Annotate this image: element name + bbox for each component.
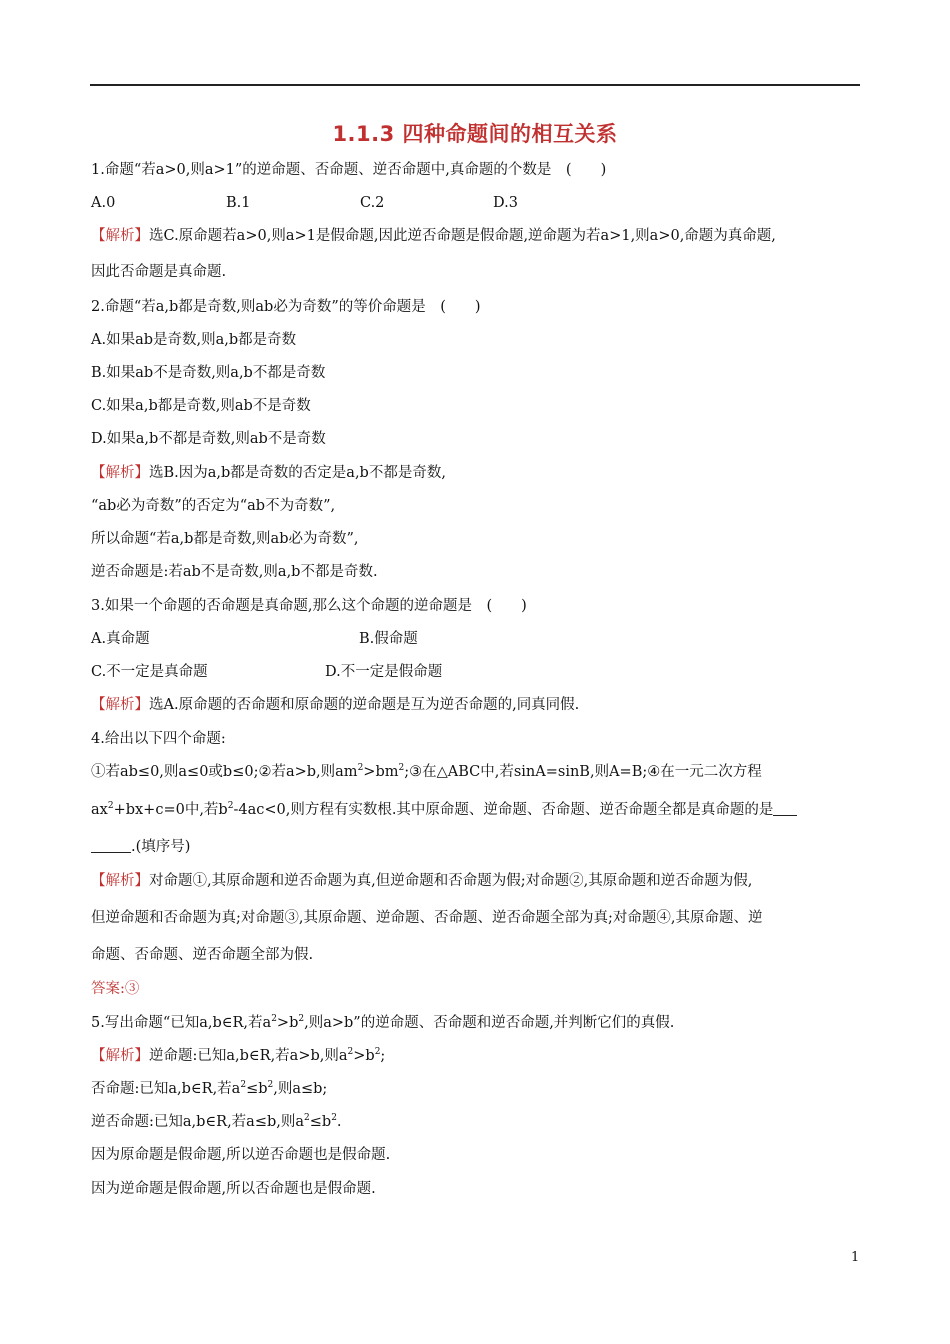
q4-line-3 <box>91 837 190 857</box>
solution-tag: 【解析】 <box>91 873 149 889</box>
header-rule <box>90 84 860 86</box>
superscript: 2 <box>331 1113 337 1124</box>
q4-line-2 <box>91 800 797 820</box>
superscript: 2 <box>304 1113 310 1124</box>
q1-stem: 1.命题“若a>0,则a>1”的逆命题、否命题、逆否命题中,真命题的个数是 ( ) <box>91 162 607 178</box>
q4-text: ①若ab≤0,则a≤0或b≤0;②若a>b,则am <box>91 764 358 780</box>
q5-text: ≤b <box>309 1114 332 1130</box>
q1-solution-line-2: 因此否命题是真命题. <box>91 264 227 280</box>
q2-option-d: D.如果a,b不都是奇数,则ab不是奇数 <box>91 431 326 447</box>
q1-option-b: B.1 <box>226 195 251 211</box>
solution-tag: 【解析】 <box>91 465 149 481</box>
superscript: 2 <box>227 801 234 812</box>
answer-blank <box>91 838 131 853</box>
q2-solution-line-3: 所以命题“若a,b都是奇数,则ab必为奇数”, <box>91 531 359 547</box>
q2-option-c: C.如果a,b都是奇数,则ab不是奇数 <box>91 398 311 414</box>
q2-solution-text: 选B.因为a,b都是奇数的否定是a,b不都是奇数, <box>149 465 446 481</box>
q2-stem: 2.命题“若a,b都是奇数,则ab必为奇数”的等价命题是 ( ) <box>91 299 481 315</box>
q3-solution-text: 选A.原命题的否命题和原命题的逆命题是互为逆否命题的,同真同假. <box>149 697 580 713</box>
q5-solution-line-3 <box>91 1112 342 1132</box>
q5-text: >b <box>353 1048 375 1064</box>
q5-solution-line-4: 因为原命题是假命题,所以逆否命题也是假命题. <box>91 1147 391 1163</box>
q3-options-row-2 <box>91 662 851 682</box>
q4-text: +bx+c=0中,若b <box>113 802 228 818</box>
q4-line-1 <box>91 762 762 782</box>
q2-solution-line-4: 逆否命题是:若ab不是奇数,则a,b不都是奇数. <box>91 564 378 580</box>
q4-text: .(填序号) <box>131 839 191 855</box>
q4-text: -4ac<0,则方程有实数根.其中原命题、逆命题、否命题、逆否命题全都是真命题的是 <box>233 802 774 818</box>
q1-options <box>91 193 851 213</box>
superscript: 2 <box>267 1080 274 1091</box>
page-number: 1 <box>851 1250 860 1265</box>
q4-text: ax <box>91 802 108 818</box>
q5-text: 否命题:已知a,b∈R,若a <box>91 1081 241 1097</box>
q5-text: ; <box>380 1048 386 1064</box>
q3-option-d: D.不一定是假命题 <box>325 664 443 680</box>
solution-tag: 【解析】 <box>91 697 149 713</box>
q4-stem: 4.给出以下四个命题: <box>91 731 226 747</box>
q4-solution-line-2: 但逆命题和否命题为真;对命题③,其原命题、逆命题、否命题、逆否命题全部为真;对命题④,其原命题、逆 <box>91 910 763 926</box>
q3-option-b: B.假命题 <box>359 631 418 647</box>
q5-solution-line-2 <box>91 1079 327 1099</box>
q5-text: . <box>336 1114 342 1130</box>
q3-option-a: A.真命题 <box>91 631 150 647</box>
q3-option-c: C.不一定是真命题 <box>91 664 208 680</box>
q4-solution-text: 对命题①,其原命题和逆否命题为真,但逆命题和否命题为假;对命题②,其原命题和逆否命题为假, <box>149 873 753 889</box>
solution-tag: 【解析】 <box>91 1048 149 1064</box>
q5-text: 逆命题:已知a,b∈R,若a>b,则a <box>149 1048 348 1064</box>
superscript: 2 <box>374 1047 381 1058</box>
q1-solution-text: 选C.原命题若a>0,则a>1是假命题,因此逆否命题是假命题,逆命题为若a>1,则a>0,命题为真命题, <box>149 228 776 244</box>
q4-solution-line-3: 命题、否命题、逆否命题全部为假. <box>91 947 314 963</box>
q5-text: >b <box>276 1015 299 1031</box>
q1-option-d: D.3 <box>493 195 518 211</box>
q4-answer: 答案:③ <box>91 981 140 997</box>
q3-solution-line <box>91 695 579 715</box>
superscript: 2 <box>271 1014 277 1025</box>
q5-text: ≤b <box>246 1081 268 1097</box>
superscript: 2 <box>107 801 114 812</box>
q5-text: 逆否命题:已知a,b∈R,若a≤b,则a <box>91 1114 305 1130</box>
superscript: 2 <box>240 1080 247 1091</box>
q5-text: ,则a≤b; <box>273 1081 328 1097</box>
q5-stem <box>91 1013 674 1033</box>
q3-options-row-1 <box>91 629 851 649</box>
q1-option-c: C.2 <box>360 195 385 211</box>
q5-text: ,则a>b”的逆命题、否命题和逆否命题,并判断它们的真假. <box>304 1015 675 1031</box>
q3-stem: 3.如果一个命题的否命题是真命题,那么这个命题的逆命题是 ( ) <box>91 598 527 614</box>
q4-text: >bm <box>363 764 399 780</box>
q4-text: ;③在△ABC中,若sinA=sinB,则A=B;④在一元二次方程 <box>404 764 762 780</box>
q2-option-a: A.如果ab是奇数,则a,b都是奇数 <box>91 332 297 348</box>
page-title: 1.1.3 四种命题间的相互关系 <box>332 122 618 146</box>
q2-solution-line-2: “ab必为奇数”的否定为“ab不为奇数”, <box>91 498 336 514</box>
q5-solution-line-5: 因为逆命题是假命题,所以否命题也是假命题. <box>91 1181 376 1197</box>
q1-solution-line <box>91 226 776 246</box>
q2-solution-line <box>91 463 446 483</box>
q2-option-b: B.如果ab不是奇数,则a,b不都是奇数 <box>91 365 326 381</box>
answer-blank <box>773 801 797 816</box>
superscript: 2 <box>357 763 364 774</box>
q5-text: 5.写出命题“已知a,b∈R,若a <box>91 1015 272 1031</box>
superscript: 2 <box>298 1014 305 1025</box>
q5-solution-line <box>91 1046 385 1066</box>
q1-option-a: A.0 <box>91 195 116 211</box>
superscript: 2 <box>398 763 405 774</box>
q4-solution-line <box>91 871 752 891</box>
superscript: 2 <box>347 1047 354 1058</box>
solution-tag: 【解析】 <box>91 228 149 244</box>
